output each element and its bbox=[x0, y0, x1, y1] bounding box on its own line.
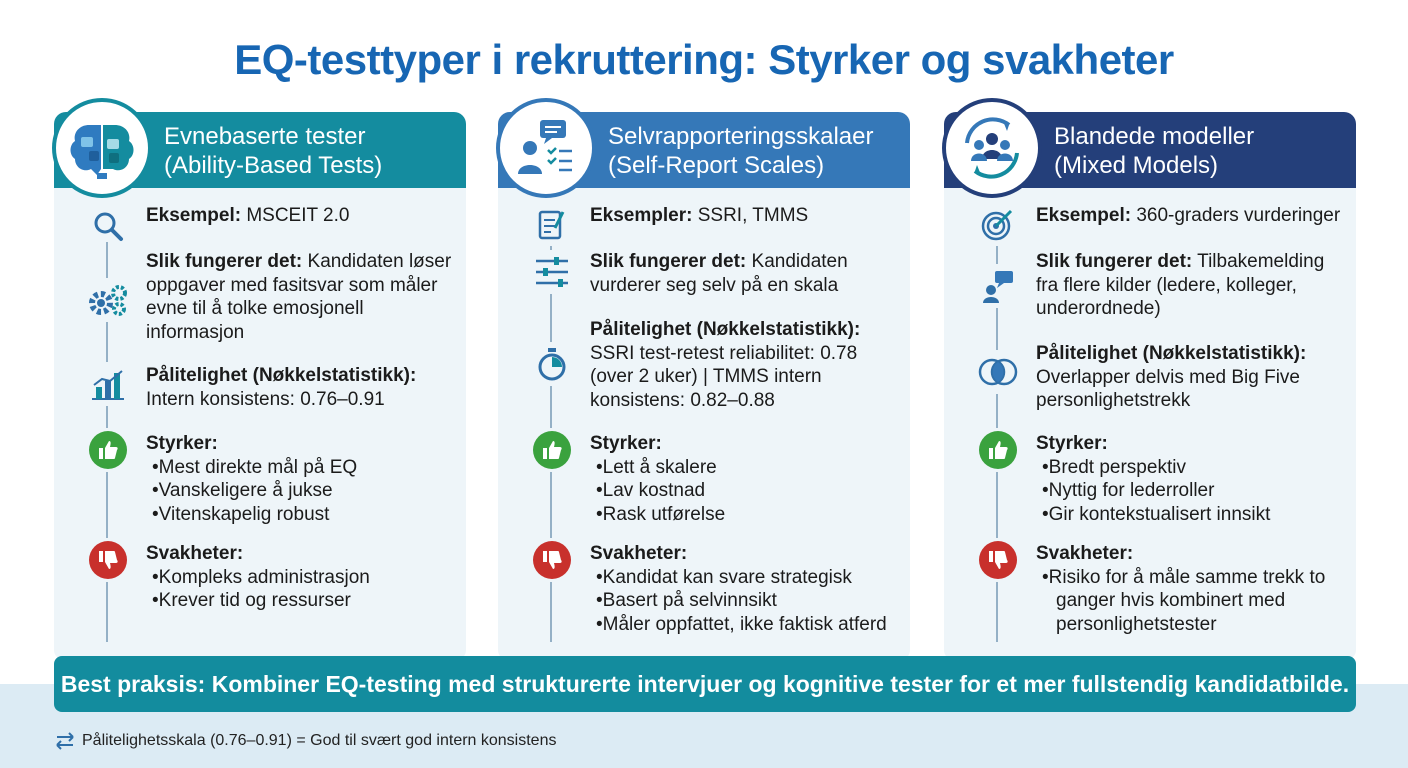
target-icon bbox=[976, 202, 1020, 246]
strengths-block: Styrker: • Lett å skalere • Lav kostnad • Rask utførelse bbox=[590, 432, 900, 526]
page-title: EQ-testtyper i rekruttering: Styrker og svakheter bbox=[234, 36, 1174, 83]
how-text: Slik fungerer det: Tilbakemelding fra flere kilder (ledere, kolleger, underordnede) bbox=[1036, 251, 1325, 319]
person-chat-icon bbox=[976, 264, 1020, 308]
footnote-text: Pålitelighetsskala (0.76–0.91) = God til svært god intern konsistens bbox=[82, 732, 557, 749]
card-header-title bbox=[1054, 122, 1254, 180]
footnote bbox=[54, 731, 556, 751]
brain-puzzle-icon bbox=[52, 98, 152, 198]
reliability-text: Pålitelighet (Nøkkelstatistikk): SSRI test-retest reliabilitet: 0.78 (over 2 uker) | TMMS intern konsistens: 0.82–0.88 bbox=[590, 319, 861, 411]
weaknesses-block: Svakheter: • Kompleks administrasjon • Krever tid og ressurser bbox=[146, 542, 456, 613]
weaknesses-block: Svakheter: • Kandidat kan svare strategisk • Basert på selvinnsikt • Måler oppfattet, ikke faktisk atferd bbox=[590, 542, 900, 636]
list-item: • Risiko for å måle samme trekk to ganger hvis kombinert med personlighetstester bbox=[1036, 566, 1326, 637]
card-header-line2: (Self-Report Scales) bbox=[608, 152, 825, 179]
list-item: • Bredt perspektiv bbox=[1036, 456, 1346, 480]
thumbs-down-icon bbox=[976, 538, 1020, 582]
list-item: • Vanskeligere å jukse bbox=[146, 479, 456, 503]
example-text: Eksempel: MSCEIT 2.0 bbox=[146, 205, 350, 226]
list-item: • Måler oppfattet, ikke faktisk atferd bbox=[590, 613, 900, 637]
card-header-title bbox=[164, 122, 382, 180]
card-header-line1: Blandede modeller bbox=[1054, 123, 1255, 150]
example-text: Eksempler: SSRI, TMMS bbox=[590, 205, 809, 226]
list-item: • Lett å skalere bbox=[590, 456, 900, 480]
thumbs-up-icon bbox=[86, 428, 130, 472]
card-header-line1: Selvrapporteringsskalaer bbox=[608, 123, 874, 150]
thumbs-down-icon bbox=[530, 538, 574, 582]
strengths-block: Styrker: • Bredt perspektiv • Nyttig for lederroller • Gir kontekstualisert innsikt bbox=[1036, 432, 1346, 526]
list-item: • Lav kostnad bbox=[590, 479, 900, 503]
how-text: Slik fungerer det: Kandidaten vurderer seg selv på en skala bbox=[590, 251, 848, 296]
thumbs-up-icon bbox=[530, 428, 574, 472]
example-text: Eksempel: 360-graders vurderinger bbox=[1036, 205, 1341, 226]
group-cycle-icon bbox=[942, 98, 1042, 198]
sliders-icon bbox=[530, 250, 574, 294]
card-ability-based bbox=[54, 112, 466, 660]
card-header-title bbox=[608, 122, 873, 180]
list-item: • Rask utførelse bbox=[590, 503, 900, 527]
bar-chart-icon bbox=[86, 362, 130, 406]
stopwatch-icon bbox=[530, 342, 574, 386]
list-item: • Vitenskapelig robust bbox=[146, 503, 456, 527]
strengths-block: Styrker: • Mest direkte mål på EQ • Vanskeligere å jukse • Vitenskapelig robust bbox=[146, 432, 456, 526]
card-header-line1: Evnebaserte tester bbox=[164, 123, 366, 150]
card-header-line2: (Ability-Based Tests) bbox=[164, 152, 383, 179]
reliability-text: Pålitelighet (Nøkkelstatistikk): Overlapper delvis med Big Five personlighetstrekk bbox=[1036, 343, 1307, 411]
list-item: • Gir kontekstualisert innsikt bbox=[1036, 503, 1346, 527]
card-self-report bbox=[498, 112, 910, 660]
how-text: Slik fungerer det: Kandidaten løser oppgaver med fasitsvar som måler evne til å tolke emosjonell informasjon bbox=[146, 251, 452, 343]
reliability-text: Pålitelighet (Nøkkelstatistikk): Intern konsistens: 0.76–0.91 bbox=[146, 365, 417, 410]
weaknesses-block: Svakheter: • Risiko for å måle samme trekk to ganger hvis kombinert med personlighetstester bbox=[1036, 542, 1326, 636]
magnifier-icon bbox=[86, 204, 130, 248]
thumbs-up-icon bbox=[976, 428, 1020, 472]
list-item: • Krever tid og ressurser bbox=[146, 589, 456, 613]
card-mixed-models bbox=[944, 112, 1356, 660]
list-item: • Kandidat kan svare strategisk bbox=[590, 566, 900, 590]
best-practice-banner: Best praksis: Kombiner EQ-testing med strukturerte intervjuer og kognitive tester for et mer fullstendig kandidatbilde. bbox=[54, 656, 1356, 712]
venn-circles-icon bbox=[976, 350, 1020, 394]
swap-arrows-icon bbox=[54, 731, 76, 751]
gears-icon bbox=[86, 278, 130, 322]
thumbs-down-icon bbox=[86, 538, 130, 582]
notepad-pen-icon bbox=[530, 202, 574, 246]
list-item: • Basert på selvinnsikt bbox=[590, 589, 900, 613]
list-item: • Mest direkte mål på EQ bbox=[146, 456, 456, 480]
list-item: • Kompleks administrasjon bbox=[146, 566, 456, 590]
person-checklist-icon bbox=[496, 98, 596, 198]
list-item: • Nyttig for lederroller bbox=[1036, 479, 1346, 503]
card-header-line2: (Mixed Models) bbox=[1054, 152, 1219, 179]
